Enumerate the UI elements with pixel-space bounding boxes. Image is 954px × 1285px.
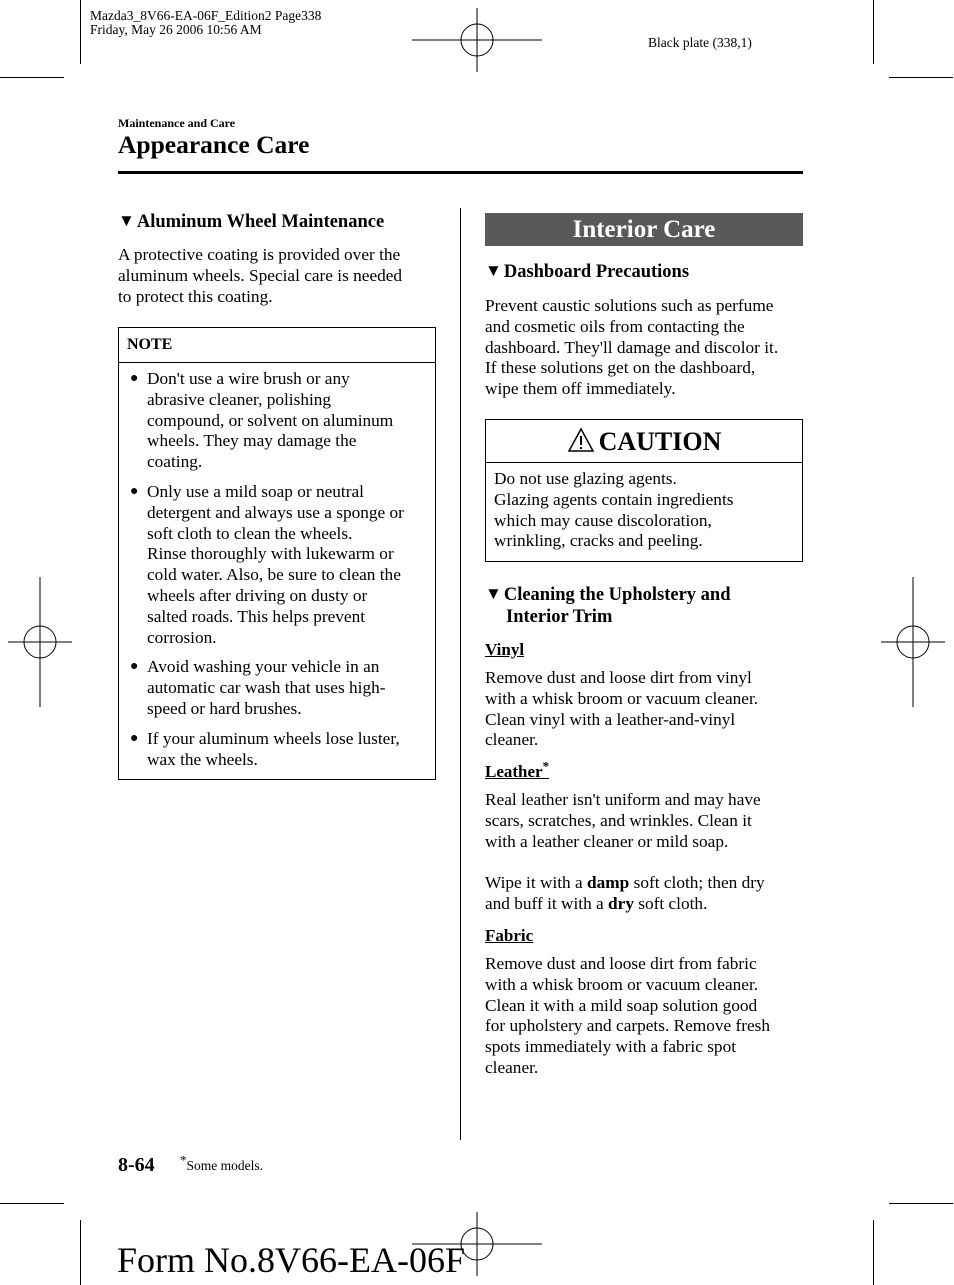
- text-line: Do not use glazing agents.: [494, 469, 677, 488]
- heading-line: [485, 584, 805, 607]
- page-number: 8-64: [118, 1154, 155, 1176]
- text-line: for upholstery and carpets. Remove fresh: [485, 1016, 771, 1036]
- text-line: abrasive cleaner, polishing: [147, 389, 332, 409]
- text-line: wheels. They may damage the: [147, 431, 357, 451]
- text-line: wax the wheels.: [147, 749, 258, 769]
- text-span: soft cloth; then dry: [629, 873, 765, 892]
- heading-text: Cleaning the Upholstery and: [503, 585, 731, 605]
- text-line: Don't use a wire brush or any: [147, 369, 350, 388]
- text-line: soft cloth to clean the wheels.: [147, 523, 353, 543]
- note-title: NOTE: [127, 336, 173, 353]
- bold-term: damp: [587, 873, 630, 892]
- crop-mark: [873, 1220, 874, 1285]
- leather-paragraph: [485, 790, 805, 852]
- bullet-icon: ●: [130, 484, 139, 499]
- text-line: Glazing agents contain ingredients: [494, 489, 734, 509]
- caution-title: CAUTION: [598, 427, 722, 456]
- text-line: automatic car wash that uses high-: [147, 677, 386, 697]
- text-line: cleaner.: [485, 730, 539, 750]
- column-divider: [460, 208, 461, 1140]
- crop-mark: [873, 0, 874, 64]
- leather-label: Leather: [485, 762, 543, 781]
- note-item: [130, 657, 431, 719]
- print-plate: Black plate (338,1): [648, 35, 752, 50]
- text-line: and cosmetic oils from contacting the: [485, 316, 745, 336]
- aluminum-intro: [118, 245, 438, 307]
- text-line: wipe them off immediately.: [485, 379, 676, 399]
- text-line: Remove dust and loose dirt from vinyl: [485, 668, 752, 687]
- text-line: Avoid washing your vehicle in an: [147, 657, 380, 676]
- crop-mark: [0, 77, 64, 78]
- vinyl-paragraph: [485, 668, 805, 751]
- text-line: cold water. Also, be sure to clean the: [147, 565, 401, 585]
- crop-mark: [80, 1220, 81, 1285]
- text-line: cleaner.: [485, 1057, 539, 1077]
- note-item: [130, 729, 431, 771]
- text-span: and buff it with a: [485, 893, 609, 913]
- text-line: Prevent caustic solutions such as perfume: [485, 296, 774, 315]
- heading-text: Dashboard Precautions: [503, 262, 690, 282]
- star-icon: *: [180, 1152, 187, 1168]
- text-line: If your aluminum wheels lose luster,: [147, 729, 400, 748]
- aluminum-wheel-heading: [118, 211, 384, 234]
- vinyl-label: Vinyl: [485, 640, 525, 659]
- dashboard-heading: [485, 261, 689, 284]
- section-label: Maintenance and Care: [118, 116, 236, 130]
- print-file-line: Mazda3_8V66-EA-06F_Edition2 Page338: [90, 8, 322, 23]
- footnote-text: Some models.: [186, 1158, 263, 1173]
- bullet-icon: ●: [130, 659, 139, 674]
- text-line: speed or hard brushes.: [147, 698, 302, 718]
- bullet-icon: ●: [130, 371, 139, 386]
- text-line: Clean vinyl with a leather-and-vinyl: [485, 709, 736, 729]
- text-line: Only use a mild soap or neutral: [147, 482, 364, 501]
- text-line: which may cause discoloration,: [494, 510, 712, 530]
- registration-mark-icon: [412, 8, 542, 72]
- text-line: Clean it with a mild soap solution good: [485, 995, 758, 1015]
- text-line: salted roads. This helps prevent: [147, 606, 366, 626]
- caution-box: [485, 419, 803, 562]
- note-item: [130, 482, 431, 648]
- bullet-icon: ●: [130, 731, 139, 746]
- interior-care-banner: Interior Care: [485, 213, 803, 246]
- text-line: [485, 894, 805, 915]
- crop-mark: [889, 77, 953, 78]
- fabric-label: Fabric: [485, 926, 534, 945]
- triangle-down-icon: ▼: [485, 261, 502, 280]
- title-rule: [118, 171, 803, 174]
- triangle-down-icon: ▼: [118, 211, 135, 230]
- text-span: soft cloth.: [633, 893, 708, 913]
- registration-mark-icon: [8, 577, 72, 707]
- text-line: scars, scratches, and wrinkles. Clean it: [485, 810, 752, 830]
- registration-mark-icon: [881, 577, 945, 707]
- upholstery-heading: [485, 584, 805, 628]
- note-header: [119, 328, 435, 363]
- fabric-paragraph: [485, 954, 805, 1079]
- text-line: spots immediately with a fabric spot: [485, 1037, 737, 1057]
- text-line: with a leather cleaner or mild soap.: [485, 831, 729, 851]
- crop-mark: [889, 1203, 953, 1204]
- crop-mark: [80, 0, 81, 64]
- text-line: Rinse thoroughly with lukewarm or: [147, 544, 394, 564]
- leather-wipe-paragraph: [485, 873, 805, 915]
- bold-term: dry: [608, 893, 634, 913]
- triangle-down-icon: ▼: [485, 584, 502, 603]
- text-line: If these solutions get on the dashboard,: [485, 358, 756, 378]
- star-icon: *: [542, 758, 550, 774]
- caution-header: [486, 420, 802, 463]
- text-line: Remove dust and loose dirt from fabric: [485, 954, 757, 973]
- dashboard-paragraph: [485, 296, 805, 400]
- text-line: with a whisk broom or vacuum cleaner.: [485, 688, 759, 708]
- text-span: Wipe it with a: [485, 873, 588, 892]
- text-line: aluminum wheels. Special care is needed: [118, 265, 403, 285]
- text-line: with a whisk broom or vacuum cleaner.: [485, 974, 759, 994]
- heading-text: Aluminum Wheel Maintenance: [136, 212, 385, 232]
- text-line: coating.: [147, 452, 203, 472]
- text-line: Real leather isn't uniform and may have: [485, 790, 761, 809]
- text-line: [485, 873, 805, 894]
- text-line: detergent and always use a sponge or: [147, 502, 404, 522]
- crop-mark: [0, 1203, 64, 1204]
- note-box: [118, 327, 436, 780]
- heading-line: Interior Trim: [506, 606, 613, 627]
- text-line: compound, or solvent on aluminum: [147, 410, 394, 430]
- note-item: [130, 369, 431, 473]
- footnote: [180, 1152, 263, 1174]
- leather-label-row: [485, 758, 550, 782]
- text-line: wrinkling, cracks and peeling.: [494, 531, 703, 551]
- page-title: Appearance Care: [118, 130, 310, 159]
- form-number: Form No.8V66-EA-06F: [117, 1240, 465, 1280]
- caution-body: [494, 469, 794, 552]
- text-line: dashboard. They'll damage and discolor it.: [485, 337, 779, 357]
- text-line: corrosion.: [147, 627, 217, 647]
- text-line: wheels after driving on dusty or: [147, 585, 368, 605]
- text-line: A protective coating is provided over the: [118, 245, 401, 264]
- print-date-line: Friday, May 26 2006 10:56 AM: [90, 22, 262, 37]
- warning-triangle-icon: [567, 427, 595, 453]
- text-line: to protect this coating.: [118, 286, 273, 306]
